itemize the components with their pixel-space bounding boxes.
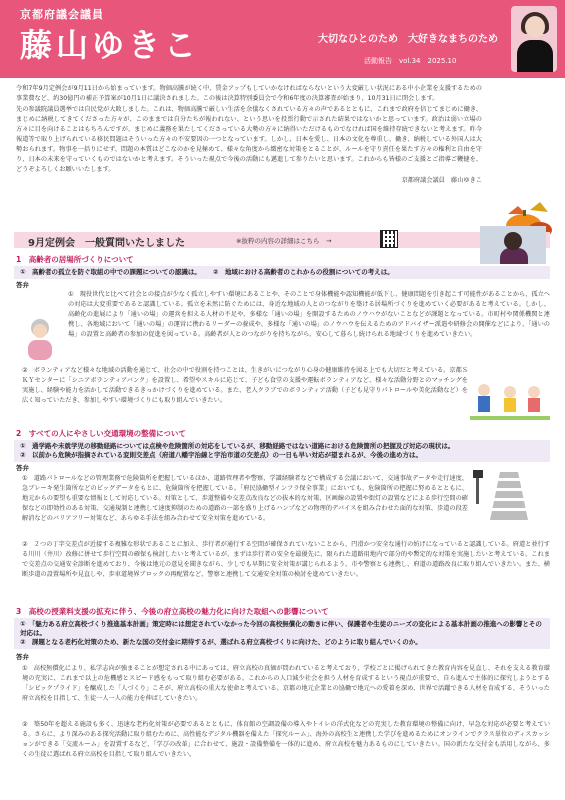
intro-signature: 京都府議会議員 藤山ゆきこ (401, 177, 482, 184)
assembly-photo (480, 226, 546, 264)
answer-2-label: 答弁 (16, 464, 29, 472)
question-3a: ① 「魅力ある府立高校づくり推進基本計画」策定時には想定されていなかった今回の高校無償化の動きに伴い、保護者や生徒のニーズの変化による基本計画の推進への影響とその対応は。 (20, 620, 542, 637)
slogan: 大切なひとのため 大好きなまちのため (318, 34, 498, 45)
crosswalk-illustration (470, 468, 548, 520)
intro-paragraph-1: 令和7年9月定例会が9月11日から始まっています。物価高騰が続く中、賃金アップもしていかなければならないという大変厳しい状況にある中小企業を支援するための事業費など、約30億円の補正予算案が10月1日に議決されました。この後は決算特別委員会で令和6年度の決算審査が始まり、10月31日に閉会します。 (16, 85, 482, 102)
details-link[interactable]: ※抜粋の内容の詳細はこちら → (236, 237, 332, 245)
children-crossing-illustration (470, 380, 550, 422)
qr-code-icon[interactable] (380, 230, 398, 248)
question-2-box (14, 440, 550, 462)
title-tag: 京都府議会議員 (20, 8, 104, 21)
intro-paragraph-2: 先の参議院議員選挙では自民党が大敗しました。これは、物価高騰で厳しい生活を余儀なくされている方々の声であるとともに、これまで政府を信じてまじめに働き、まじめに納税してきてくださった方々が、このままでは自分たちが報われない、という思いを投票行動で示された結果ではないかと思っています。政治は弱い立場の方々に目を向けることはもちろんですが、まじめに義務を果たしてくださっている大勢の方々に納得いただけるものでなければ国を維持存続できないと考えます。昨今報道等で取り上げられている移民問題はそういった方々の不安要因の一つとなっています。しかし、日本を愛し、日本の文化を尊重し、働き、納税している外国人は大勢おられます。物事を一括りにせず、問題の本質はどこなのかを見極めて、様々な角度から緻密な対策をとることが、ルールを守り責任を果たす方々の権利と自由を守り、日本の未来を守っていくものではないかと考えます。そういった視点で今後の活動にも邁進して参りたいと思います。これからも皆様のご支援とご指導ご鞭撻を、どうぞよろしくお願いいたします。 (16, 106, 482, 173)
answer-3b: ② 築50年を超える施設も多く、迅速な老朽化対策が必要であるとともに、体育館の空調設備の導入やトイレの洋式化などの充実した教育環境の整備に向け、早急な対応が必要と考えている。さらに、より深みのある探究活動に取り組むために、高性能なデジタル機器を備えた「探究ルーム」、海外の高校生と連携した学びを進めるためにオンラインでクラス単位のディスカッションができる「交流ルーム」を設置するなど、「学びの改革」に合わせて、施設・設備整備を一体的に進め、府立高校を魅力あるものにしていきたい。国の新たな交付金も活用しながら、多くの生徒に選ばれる府立高校を目指して取り組んでいきたい。 (22, 721, 550, 758)
answer-2a: ① 道路パトロールなどの管理業務で危険箇所を把握しているほか、道路管理者や警察、学識経験者などで構成する会議において、交通事故データや走行速度、急ブレーキ発生箇所などのビッグデータをもとに、危険箇所を把握している。「府民協働型インフラ保全事業」においても、危険箇所の把握に努めるとともに、地元からの要望も重要な情報として対応している。対策として、歩道整備や交差点改良などの抜本的な対策、区画線の設置や街灯の設置などによる歩行空間の確保などの即効性のある対策、交通規制と連携して速度抑制のための道路の一部を盛り上げるハンプなどの物理的デバイスを組み合わせた面的な対策、歩道の段差解消などのバリアフリー対策など、あらゆる手法を組み合わせて安全対策を進めている。 (22, 475, 468, 522)
header-banner (0, 0, 565, 78)
question-1-heading: 1 高齢者の居場所づくりについて (16, 255, 134, 264)
member-name: 藤山ゆきこ (20, 26, 201, 64)
answer-1b: ② ボランティアなど様々な地域の活動を通じて、社会の中で役割を持つことは、生きがいにつながり心身の健康維持を図る上でも大切だと考えている。京都ＳＫＹセンターに「シニアボランティアバンク」を設置し、希望やスキルに応じて、子ども食堂の支援や運転ボランティアなど、様々な活動分野とのマッチングを実施し、経験や能力を活かして活動できるきっかけづくりを進めている。また、老人クラブでのボランティア活動（子ども見守りパトロールや美化活動など）を広く知っていただき、参加しやすい環境づくりにも取り組んでいきたい。 (22, 367, 468, 404)
answer-3-label: 答弁 (16, 653, 29, 661)
question-1-box (14, 266, 550, 279)
answer-3a: ① 高校無償化により、私学志向が強まることが想定される中にあっては、府立高校の真価が問われていると考えており、学校ごとに掲げられてきた教育内容を見直し、それを支える教育環境の充実に、これまで以上の危機感とスピード感をもって取り組む必要がある。これからの人口減少社会を担う人材を育成するという視点が重要で、自ら進んで主体的に探究しようとする「シビックプライド」を醸成した「人づくり」こそが、府立高校の重大な使命と考えている。京都の地元企業との協働で地元への愛着を深め、世界で活躍できる人材を育成する、そういった府立高校を目指して、生徒一人一人の能力を伸ばしていきたい。 (22, 665, 550, 702)
answer-1a: ① 現役世代と比べて社会との接点が少なく孤立しやすい環境にあることや、そのことで身体機能や認知機能が低下し、健康問題を引き起こす可能性があることから、孤立への対応は大変重要であると認識している。孤立を未然に防ぐためには、身近な地域の人とのつながりを築ける居場所づくりを進めていく必要があると考えている。しかし、高齢化の進展により「通いの場」の運営を担える人材の不足や、多様な「通いの場」を開設するためのノウハウがないことなどが課題となっている。市町村や関係機関と連携し、各地域において「通いの場」の運営に携わるリーダーの養成や、多様な「通いの場」のノウハウを伝えるためのアドバイザー派遣や研修会の開催などにより、「通いの場」の設置と高齢者の参加の促進を図っている。高齢者が人とのつながりを持ちながら、安心して暮らし続けられる地域づくりを進めていきたい。 (68, 291, 550, 338)
question-2a: ① 通学路や未就学児の移動経路については点検や危険箇所の対応をしているが、移動経路ではない道路における危険箇所の把握及び対応の現状は。 (20, 442, 455, 450)
answer-2b: ② ２つの丁字交差点が近接する複雑な形状であることに加え、歩行者が通行する空間が確保されていないことから、円滑かつ安全な通行の妨げになっていると認識している。府道と並行する川川（井川）改修に併せて歩行空間の確保も検討したいと考えているが、まずは歩行者の安全を最優先に、限られた道路用地内で部分的や暫定的な対策を実施したいと考えている。これまで交差点の交通安全診断を進めており、今後は地元の意見を聞きながら、少しでも早期に安全対策が講じられるよう、市や警察とも連携し、府道の道路改良に取り組んでいきたい。また、横断歩道の設置場所や見直しや、歩車道境界ブロックの再配置など、警察と連携して交通安全対策の検討を進めていきたい。 (22, 541, 550, 578)
question-1a: ① 高齢者の孤立を防ぐ取組の中での課題についての認識は。 (20, 268, 201, 276)
question-1b: ② 地域における高齢者のこれからの役割についての考えは。 (212, 268, 394, 276)
question-2b: ② 以前から危険が指摘されている変則交差点（府道八幡宇治線と宇治市道の交差点）の一日も早い対応が望まれるが、今後の進め方は。 (20, 451, 423, 459)
intro-text (16, 84, 482, 187)
elderly-woman-illustration (20, 316, 60, 362)
question-3-box (14, 618, 550, 649)
question-3-heading: 3 高校の授業料支援の拡充に伴う、今後の府立高校の魅力化に向けた取組への影響について (16, 607, 329, 616)
question-3b: ② 課題となる老朽化対策のため、新たな国の交付金に期待するが、選ばれる府立高校づくりに向けた、どのように取り組んでいくのか。 (20, 638, 422, 646)
issue-info: 活動報告 vol.34 2025.10 (364, 57, 457, 65)
answer-1-label: 答弁 (16, 281, 29, 289)
portrait-photo (511, 6, 557, 72)
question-2-heading: 2 すべての人にやさしい交通環境の整備について (16, 429, 186, 438)
section-banner (14, 232, 550, 248)
section-title: 9月定例会 一般質問いたしました (28, 238, 185, 249)
